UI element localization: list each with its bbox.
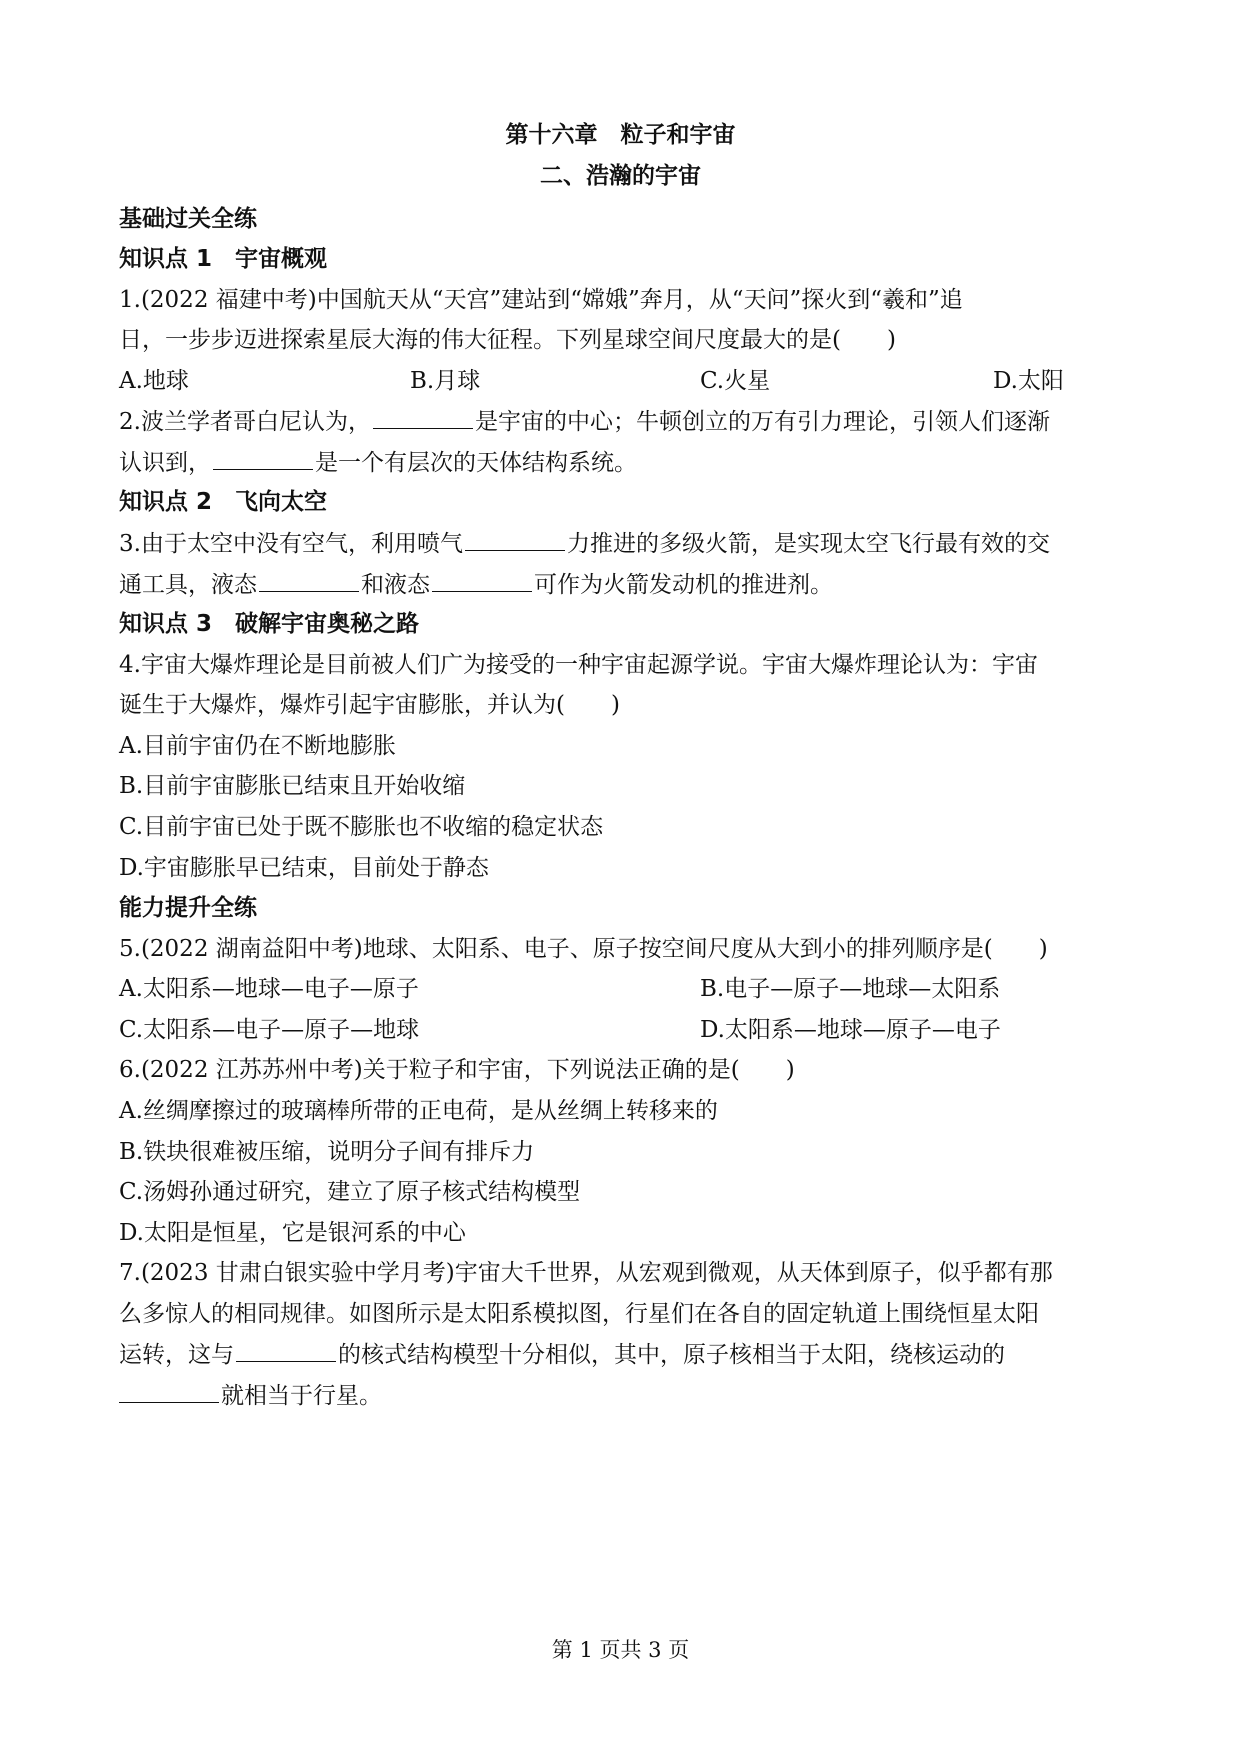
question-1-text: 日，一步步迈进探索星辰大海的伟大征程。下列星球空间尺度最大的是( [119, 327, 841, 353]
paren-close: ) [610, 692, 620, 718]
question-3-text-c: 通工具，液态 [119, 572, 257, 598]
question-1-option-b: B.月球 [410, 368, 481, 394]
question-3-line-2 [119, 569, 833, 600]
paren-close: ) [886, 327, 896, 353]
question-5-option-a: A.太阳系—地球—电子—原子 [119, 976, 419, 1002]
question-3-text-a: 3.由于太空中没有空气，利用喷气 [119, 531, 463, 557]
fill-blank [465, 528, 565, 551]
question-1-option-a: A.地球 [119, 368, 189, 394]
question-6-option-b: B.铁块很难被压缩，说明分子间有排斥力 [119, 1139, 535, 1165]
question-1-option-c: C.火星 [700, 368, 771, 394]
question-2-text-b: 是宇宙的中心；牛顿创立的万有引力理论，引领人们逐渐 [474, 409, 1050, 435]
question-6-option-d: D.太阳是恒星，它是银河系的中心 [119, 1220, 466, 1246]
question-3-text-e: 可作为火箭发动机的推进剂。 [534, 572, 833, 598]
question-2-text-c: 认识到， [119, 450, 211, 476]
question-6-text: 6.(2022 江苏苏州中考)关于粒子和宇宙，下列说法正确的是( [119, 1057, 740, 1083]
question-5-line-1 [119, 934, 1048, 964]
question-5-option-c: C.太阳系—电子—原子—地球 [119, 1017, 420, 1043]
question-7-text-c: 就相当于行星。 [221, 1383, 382, 1409]
question-2-line-1 [119, 406, 1050, 437]
question-7-line-3 [119, 1339, 1005, 1370]
knowledge-point-2: 知识点 2 飞向太空 [119, 489, 328, 515]
question-2-line-2 [119, 447, 637, 478]
question-7-line-4 [119, 1380, 382, 1411]
question-4-option-b: B.目前宇宙膨胀已结束且开始收缩 [119, 773, 466, 799]
question-5-text: 5.(2022 湖南益阳中考)地球、太阳系、电子、原子按空间尺度从大到小的排列顺序是( [119, 936, 993, 962]
fill-blank [236, 1339, 336, 1362]
page-footer: 第 1 页共 3 页 [551, 1638, 690, 1662]
question-4-option-d: D.宇宙膨胀早已结束，目前处于静态 [119, 855, 489, 881]
fill-blank [213, 447, 313, 470]
question-6-option-a: A.丝绸摩擦过的玻璃棒所带的正电荷，是从丝绸上转移来的 [119, 1098, 718, 1124]
section-heading-basic: 基础过关全练 [119, 206, 257, 232]
question-6-line-1 [119, 1055, 795, 1085]
question-2-text-d: 是一个有层次的天体结构系统。 [315, 450, 637, 476]
question-4-line-2 [119, 690, 620, 720]
section-heading-advanced: 能力提升全练 [119, 895, 257, 921]
question-7-text-a: 运转，这与 [119, 1342, 234, 1368]
section-title: 二、浩瀚的宇宙 [540, 163, 701, 189]
question-3-line-1 [119, 528, 1050, 559]
question-4-line-1: 4.宇宙大爆炸理论是目前被人们广为接受的一种宇宙起源学说。宇宙大爆炸理论认为：宇宙 [119, 652, 1038, 678]
question-7-line-2: 么多惊人的相同规律。如图所示是太阳系模拟图，行星们在各自的固定轨道上围绕恒星太阳 [119, 1301, 1039, 1327]
question-1-option-d: D.太阳 [993, 368, 1064, 394]
knowledge-point-3: 知识点 3 破解宇宙奥秘之路 [119, 611, 420, 637]
knowledge-point-1: 知识点 1 宇宙概观 [119, 246, 328, 272]
fill-blank [432, 569, 532, 592]
question-4-text: 诞生于大爆炸，爆炸引起宇宙膨胀，并认为( [119, 692, 565, 718]
paren-close: ) [1038, 936, 1048, 962]
question-5-option-d: D.太阳系—地球—原子—电子 [700, 1017, 1001, 1043]
question-3-text-b: 力推进的多级火箭，是实现太空飞行最有效的交 [566, 531, 1050, 557]
fill-blank [259, 569, 359, 592]
fill-blank [373, 406, 473, 429]
question-5-option-b: B.电子—原子—地球—太阳系 [700, 976, 1001, 1002]
question-4-option-a: A.目前宇宙仍在不断地膨胀 [119, 733, 396, 759]
chapter-title: 第十六章 粒子和宇宙 [505, 122, 736, 148]
question-1-line-2 [119, 325, 896, 355]
paren-close: ) [785, 1057, 795, 1083]
question-6-option-c: C.汤姆孙通过研究，建立了原子核式结构模型 [119, 1179, 581, 1205]
question-7-line-1: 7.(2023 甘肃白银实验中学月考)宇宙大千世界，从宏观到微观，从天体到原子，似乎都有那 [119, 1260, 1053, 1286]
fill-blank [119, 1380, 219, 1403]
question-2-text-a: 2.波兰学者哥白尼认为， [119, 409, 371, 435]
question-4-option-c: C.目前宇宙已处于既不膨胀也不收缩的稳定状态 [119, 814, 604, 840]
question-3-text-d: 和液态 [361, 572, 430, 598]
question-7-text-b: 的核式结构模型十分相似，其中，原子核相当于太阳，绕核运动的 [338, 1342, 1005, 1368]
question-1-line-1: 1.(2022 福建中考)中国航天从“天宫”建站到“嫦娥”奔月，从“天问”探火到“羲和”追 [119, 287, 963, 313]
